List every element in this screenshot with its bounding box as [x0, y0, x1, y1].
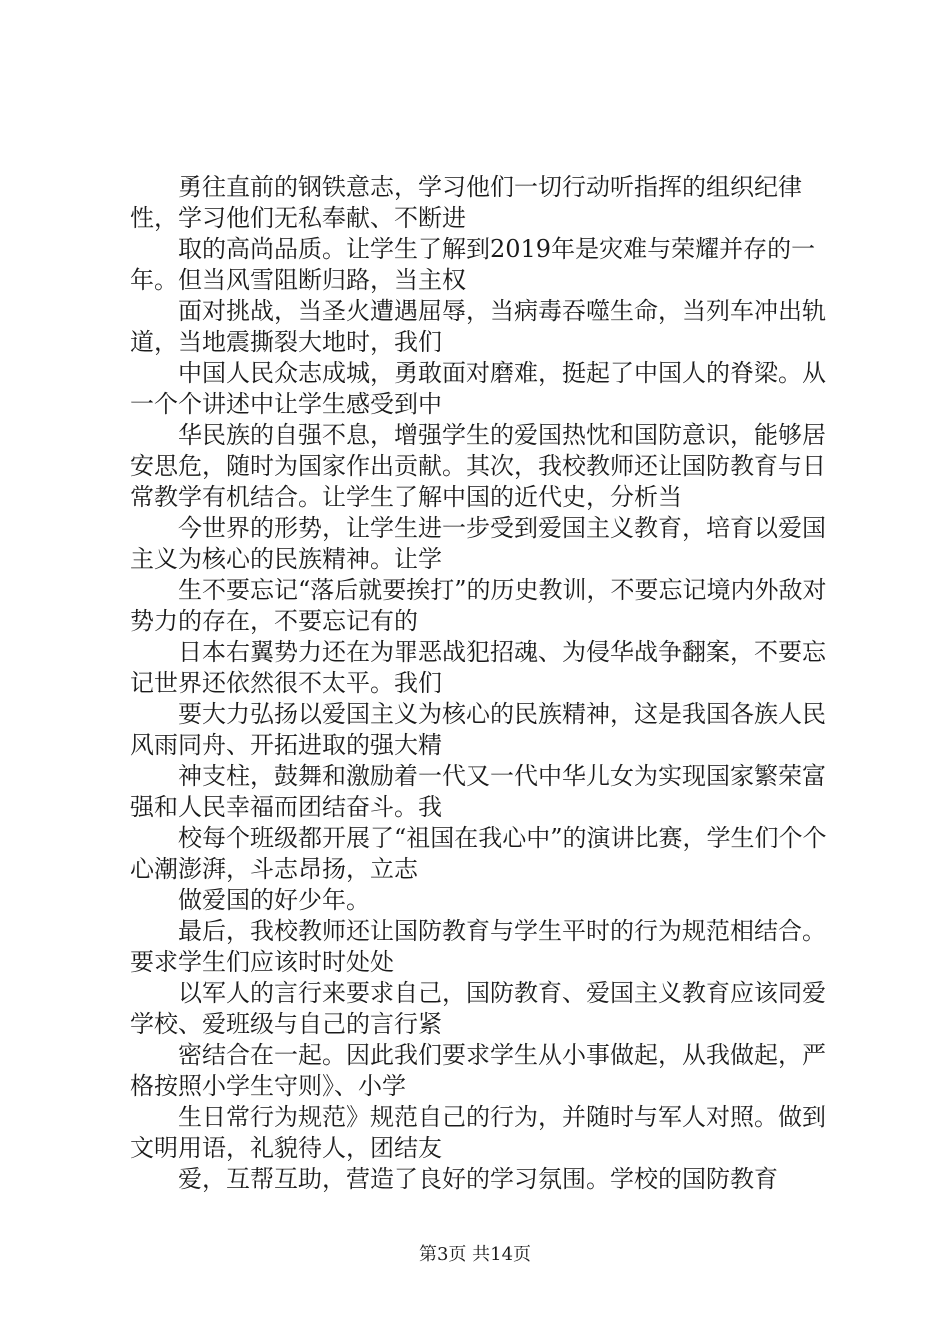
paragraph: 勇往直前的钢铁意志，学习他们一切行动听指挥的组织纪律性，学习他们无私奉献、不断进 — [130, 173, 802, 232]
paragraph: 校每个班级都开展了“祖国在我心中”的演讲比赛，学生们个个心潮澎湃，斗志昂扬，立志 — [130, 824, 827, 883]
paragraph: 面对挑战，当圣火遭遇屈辱，当病毒吞噬生命，当列车冲出轨道，当地震撕裂大地时，我们 — [130, 297, 826, 356]
paragraph: 做爱国的好少年。 — [178, 886, 370, 914]
paragraph: 中国人民众志成城，勇敢面对磨难，挺起了中国人的脊梁。从一个个讲述中让学生感受到中 — [130, 359, 826, 418]
paragraph: 华民族的自强不息，增强学生的爱国热忱和国防意识，能够居安思危，随时为国家作出贡献。其次，我校教师还让国防教育与日常教学有机结合。让学生了解中国的近代史，分析当 — [130, 421, 826, 511]
paragraph: 生不要忘记“落后就要挨打”的历史教训，不要忘记境内外敌对势力的存在，不要忘记有的 — [130, 576, 827, 635]
paragraph: 爱，互帮互助，营造了良好的学习氛围。学校的国防教育 — [178, 1165, 778, 1193]
page-footer — [0, 1240, 950, 1266]
paragraph: 今世界的形势，让学生进一步受到爱国主义教育，培育以爱国主义为核心的民族精神。让学 — [130, 514, 826, 573]
paragraph: 要大力弘扬以爱国主义为核心的民族精神，这是我国各族人民风雨同舟、开拓进取的强大精 — [130, 700, 826, 759]
paragraph: 生日常行为规范》规范自己的行为，并随时与军人对照。做到文明用语，礼貌待人，团结友 — [130, 1103, 826, 1162]
paragraph: 最后，我校教师还让国防教育与学生平时的行为规范相结合。要求学生们应该时时处处 — [130, 917, 826, 976]
document-body — [130, 172, 830, 1195]
paragraph: 取的高尚品质。让学生了解到2019年是灾难与荣耀并存的一年。但当风雪阻断归路，当主权 — [130, 235, 816, 294]
paragraph: 以军人的言行来要求自己，国防教育、爱国主义教育应该同爱学校、爱班级与自己的言行紧 — [130, 979, 826, 1038]
paragraph: 密结合在一起。因此我们要求学生从小事做起，从我做起，严格按照小学生守则》、小学 — [130, 1041, 826, 1100]
page-number: 第3页 共14页 — [418, 1244, 532, 1265]
paragraph: 日本右翼势力还在为罪恶战犯招魂、为侵华战争翻案，不要忘记世界还依然很不太平。我们 — [130, 638, 826, 697]
paragraph: 神支柱，鼓舞和激励着一代又一代中华儿女为实现国家繁荣富强和人民幸福而团结奋斗。我 — [130, 762, 826, 821]
